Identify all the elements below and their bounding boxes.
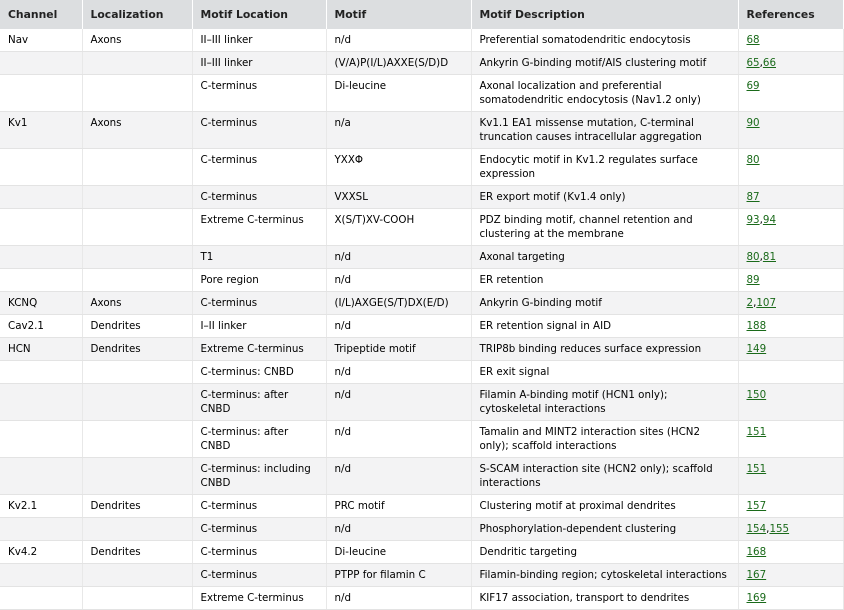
cell-motif: (I/L)AXGE(S/T)DX(E/D) — [326, 292, 471, 315]
cell-motif-location: T1 — [192, 246, 326, 269]
reference-link[interactable]: 151 — [746, 463, 767, 475]
cell-motif: n/d — [326, 246, 471, 269]
cell-motif: X(S/T)XV-COOH — [326, 209, 471, 246]
cell-motif-description: Filamin A-binding motif (HCN1 only); cytoskeletal interactions — [471, 384, 738, 421]
reference-link[interactable]: 65 — [746, 57, 760, 69]
cell-motif: PTPP for filamin C — [326, 564, 471, 587]
reference-link[interactable]: 69 — [746, 80, 760, 92]
header-motif-description: Motif Description — [471, 0, 738, 29]
cell-channel — [0, 149, 82, 186]
reference-link[interactable]: 2 — [746, 297, 754, 309]
reference-link[interactable]: 87 — [746, 191, 760, 203]
cell-channel: Nav — [0, 29, 82, 52]
cell-localization: Dendrites — [82, 338, 192, 361]
cell-motif-description: TRIP8b binding reduces surface expression — [471, 338, 738, 361]
cell-references — [738, 29, 843, 52]
cell-channel — [0, 209, 82, 246]
cell-motif-location: Pore region — [192, 269, 326, 292]
reference-link[interactable]: 81 — [762, 251, 776, 263]
table-row — [0, 269, 843, 292]
table-row — [0, 112, 843, 149]
table-row — [0, 75, 843, 112]
cell-channel — [0, 384, 82, 421]
cell-motif-description: S-SCAM interaction site (HCN2 only); scaffold interactions — [471, 458, 738, 495]
cell-references — [738, 209, 843, 246]
cell-references — [738, 541, 843, 564]
cell-localization: Axons — [82, 29, 192, 52]
cell-channel — [0, 52, 82, 75]
table-row — [0, 292, 843, 315]
cell-references — [738, 269, 843, 292]
cell-references — [738, 384, 843, 421]
cell-motif-description: PDZ binding motif, channel retention and clustering at the membrane — [471, 209, 738, 246]
cell-motif: n/d — [326, 269, 471, 292]
cell-motif: PRC motif — [326, 495, 471, 518]
cell-localization: Axons — [82, 292, 192, 315]
reference-separator: , — [759, 214, 763, 226]
header-motif-location: Motif Location — [192, 0, 326, 29]
cell-localization — [82, 458, 192, 495]
cell-references — [738, 587, 843, 610]
cell-channel — [0, 458, 82, 495]
cell-references — [738, 458, 843, 495]
cell-motif-location: C-terminus: including CNBD — [192, 458, 326, 495]
header-row — [0, 0, 843, 29]
cell-motif-location: C-terminus: CNBD — [192, 361, 326, 384]
cell-motif: n/d — [326, 384, 471, 421]
reference-link[interactable]: 66 — [762, 57, 776, 69]
table-row — [0, 315, 843, 338]
cell-channel: Kv4.2 — [0, 541, 82, 564]
table-row — [0, 186, 843, 209]
cell-channel — [0, 587, 82, 610]
reference-link[interactable]: 93 — [746, 214, 760, 226]
cell-motif-description: Axonal targeting — [471, 246, 738, 269]
reference-link[interactable]: 149 — [746, 343, 767, 355]
reference-link[interactable]: 169 — [746, 592, 767, 604]
cell-channel: Cav2.1 — [0, 315, 82, 338]
cell-localization — [82, 587, 192, 610]
table-row — [0, 338, 843, 361]
table-row — [0, 458, 843, 495]
header-references: References — [738, 0, 843, 29]
cell-motif: n/d — [326, 587, 471, 610]
reference-link[interactable]: 94 — [762, 214, 776, 226]
header-motif: Motif — [326, 0, 471, 29]
cell-motif-description: Dendritic targeting — [471, 541, 738, 564]
cell-channel — [0, 421, 82, 458]
cell-motif-location: Extreme C-terminus — [192, 587, 326, 610]
cell-motif-location: Extreme C-terminus — [192, 338, 326, 361]
reference-link[interactable]: 90 — [746, 117, 760, 129]
table-row — [0, 541, 843, 564]
cell-channel — [0, 361, 82, 384]
cell-motif: (V/A)P(I/L)AXXE(S/D)D — [326, 52, 471, 75]
cell-channel: Kv2.1 — [0, 495, 82, 518]
cell-localization — [82, 209, 192, 246]
cell-references — [738, 292, 843, 315]
cell-motif-location: II–III linker — [192, 29, 326, 52]
cell-motif: n/d — [326, 518, 471, 541]
cell-motif-description: KIF17 association, transport to dendrites — [471, 587, 738, 610]
cell-localization — [82, 246, 192, 269]
table-row — [0, 587, 843, 610]
cell-references — [738, 246, 843, 269]
cell-motif-location: C-terminus: after CNBD — [192, 384, 326, 421]
cell-localization — [82, 75, 192, 112]
cell-localization — [82, 421, 192, 458]
cell-channel: Kv1 — [0, 112, 82, 149]
cell-motif: n/a — [326, 112, 471, 149]
cell-motif: Di-leucine — [326, 75, 471, 112]
cell-localization — [82, 269, 192, 292]
cell-references — [738, 518, 843, 541]
reference-link[interactable]: 68 — [746, 34, 760, 46]
cell-localization — [82, 149, 192, 186]
table-row — [0, 209, 843, 246]
cell-motif-location: C-terminus — [192, 186, 326, 209]
cell-channel — [0, 564, 82, 587]
cell-motif-description: Preferential somatodendritic endocytosis — [471, 29, 738, 52]
cell-motif-description: Axonal localization and preferential somatodendritic endocytosis (Nav1.2 only) — [471, 75, 738, 112]
table-row — [0, 149, 843, 186]
cell-references — [738, 361, 843, 384]
cell-motif-description: Ankyrin G-binding motif — [471, 292, 738, 315]
table-row — [0, 421, 843, 458]
cell-references — [738, 421, 843, 458]
cell-motif-description: ER retention — [471, 269, 738, 292]
header-localization: Localization — [82, 0, 192, 29]
cell-motif: VXXSL — [326, 186, 471, 209]
cell-references — [738, 75, 843, 112]
cell-references — [738, 149, 843, 186]
reference-link[interactable]: 150 — [746, 389, 767, 401]
cell-channel — [0, 246, 82, 269]
cell-motif-location: C-terminus — [192, 149, 326, 186]
reference-separator: , — [766, 523, 770, 535]
cell-channel — [0, 186, 82, 209]
cell-motif: n/d — [326, 458, 471, 495]
cell-motif-location: I–II linker — [192, 315, 326, 338]
cell-channel — [0, 518, 82, 541]
cell-motif: Tripeptide motif — [326, 338, 471, 361]
table-row — [0, 564, 843, 587]
cell-motif-description: Ankyrin G-binding motif/AIS clustering motif — [471, 52, 738, 75]
cell-localization: Dendrites — [82, 495, 192, 518]
cell-motif: n/d — [326, 315, 471, 338]
cell-motif-description: ER exit signal — [471, 361, 738, 384]
reference-link[interactable]: 89 — [746, 274, 760, 286]
reference-link[interactable]: 155 — [769, 523, 790, 535]
cell-channel: KCNQ — [0, 292, 82, 315]
reference-link[interactable]: 151 — [746, 426, 767, 438]
cell-localization: Axons — [82, 112, 192, 149]
cell-motif-location: Extreme C-terminus — [192, 209, 326, 246]
cell-references — [738, 338, 843, 361]
table-row — [0, 495, 843, 518]
cell-motif-location: C-terminus: after CNBD — [192, 421, 326, 458]
cell-motif-description: Filamin-binding region; cytoskeletal interactions — [471, 564, 738, 587]
cell-motif-location: C-terminus — [192, 292, 326, 315]
table-row — [0, 29, 843, 52]
cell-motif-description: ER export motif (Kv1.4 only) — [471, 186, 738, 209]
reference-link[interactable]: 154 — [746, 523, 767, 535]
cell-channel — [0, 75, 82, 112]
reference-separator: , — [759, 251, 763, 263]
reference-link[interactable]: 157 — [746, 500, 767, 512]
cell-motif-location: C-terminus — [192, 112, 326, 149]
reference-link[interactable]: 167 — [746, 569, 767, 581]
cell-motif-location: C-terminus — [192, 564, 326, 587]
reference-link[interactable]: 168 — [746, 546, 767, 558]
cell-localization — [82, 564, 192, 587]
cell-motif: n/d — [326, 29, 471, 52]
cell-motif-description: Clustering motif at proximal dendrites — [471, 495, 738, 518]
cell-channel: HCN — [0, 338, 82, 361]
table-row — [0, 246, 843, 269]
table-body — [0, 29, 843, 610]
cell-references — [738, 495, 843, 518]
reference-separator: , — [753, 297, 757, 309]
cell-localization — [82, 52, 192, 75]
cell-motif: n/d — [326, 361, 471, 384]
cell-localization — [82, 186, 192, 209]
cell-motif-location: C-terminus — [192, 541, 326, 564]
cell-localization: Dendrites — [82, 315, 192, 338]
cell-motif-description: Endocytic motif in Kv1.2 regulates surface expression — [471, 149, 738, 186]
cell-localization — [82, 518, 192, 541]
cell-motif-description: Phosphorylation-dependent clustering — [471, 518, 738, 541]
reference-link[interactable]: 188 — [746, 320, 767, 332]
table-row — [0, 52, 843, 75]
cell-motif-location: C-terminus — [192, 495, 326, 518]
cell-references — [738, 315, 843, 338]
reference-separator: , — [759, 57, 763, 69]
cell-references — [738, 52, 843, 75]
cell-references — [738, 186, 843, 209]
cell-motif: YXXΦ — [326, 149, 471, 186]
table-row — [0, 518, 843, 541]
table-row — [0, 361, 843, 384]
cell-motif-description: Tamalin and MINT2 interaction sites (HCN2 only); scaffold interactions — [471, 421, 738, 458]
table-row — [0, 384, 843, 421]
cell-localization — [82, 361, 192, 384]
cell-references — [738, 112, 843, 149]
reference-link[interactable]: 80 — [746, 251, 760, 263]
cell-localization — [82, 384, 192, 421]
cell-references — [738, 564, 843, 587]
cell-motif-location: C-terminus — [192, 518, 326, 541]
reference-link[interactable]: 107 — [756, 297, 776, 309]
cell-motif-location: II–III linker — [192, 52, 326, 75]
cell-motif: n/d — [326, 421, 471, 458]
header-channel: Channel — [0, 0, 82, 29]
cell-motif-location: C-terminus — [192, 75, 326, 112]
cell-motif: Di-leucine — [326, 541, 471, 564]
reference-link[interactable]: 80 — [746, 154, 760, 166]
cell-channel — [0, 269, 82, 292]
cell-motif-description: ER retention signal in AID — [471, 315, 738, 338]
cell-localization: Dendrites — [82, 541, 192, 564]
cell-motif-description: Kv1.1 EA1 missense mutation, C-terminal truncation causes intracellular aggregation — [471, 112, 738, 149]
